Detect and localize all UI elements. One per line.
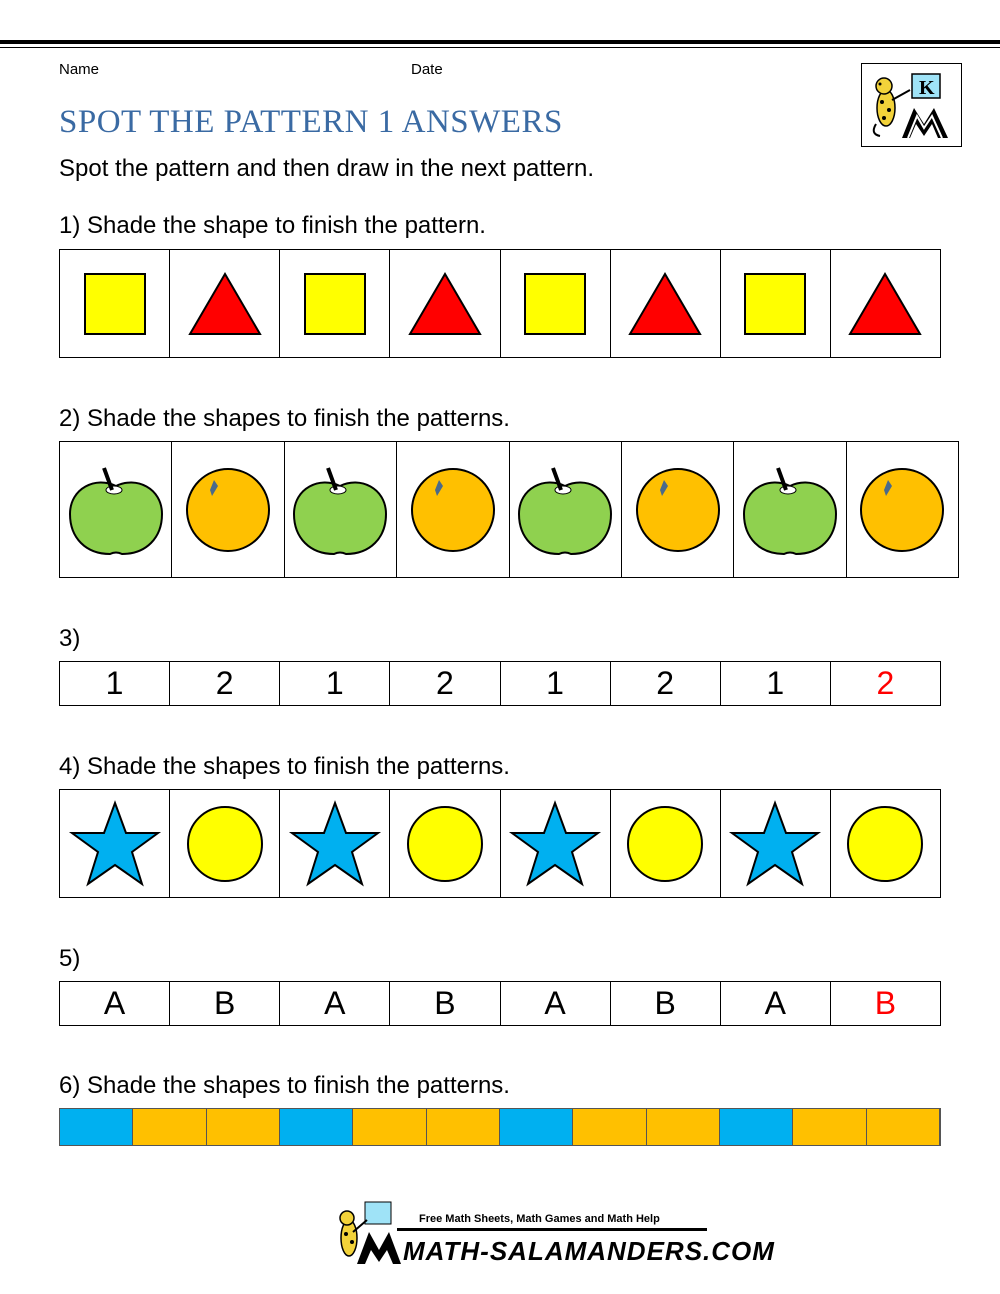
pattern-cell[interactable]: [60, 442, 172, 577]
letter-cell[interactable]: B: [170, 982, 280, 1025]
orange-icon: [858, 466, 946, 554]
orange-icon: [184, 466, 272, 554]
pattern-cell[interactable]: [721, 790, 831, 897]
color-cell-orange[interactable]: [793, 1109, 866, 1145]
color-cell-blue[interactable]: [500, 1109, 573, 1145]
number-cell[interactable]: 1: [721, 662, 831, 705]
pattern-cell[interactable]: [501, 250, 611, 357]
question-2-label: 2) Shade the shapes to finish the patterns.: [59, 405, 510, 432]
orange-icon: [634, 466, 722, 554]
color-cell-blue[interactable]: [280, 1109, 353, 1145]
number-cell[interactable]: 1: [501, 662, 611, 705]
color-cell-orange[interactable]: [867, 1109, 940, 1145]
color-cell-orange[interactable]: [207, 1109, 280, 1145]
question-6-label: 6) Shade the shapes to finish the patterns.: [59, 1072, 510, 1099]
salamander-logo: [861, 63, 962, 147]
color-cell-orange[interactable]: [133, 1109, 206, 1145]
question-3-row: [59, 661, 941, 706]
question-4-row: [59, 789, 941, 898]
number-cell-answer[interactable]: 2: [876, 665, 895, 701]
logo-letter: K: [919, 77, 935, 99]
green-apple-icon: [515, 462, 615, 558]
pattern-cell[interactable]: [721, 250, 831, 357]
green-apple-icon: [290, 462, 390, 558]
pattern-cell[interactable]: [611, 790, 721, 897]
letter-cell[interactable]: A: [501, 982, 611, 1025]
footer-logo[interactable]: [327, 1198, 775, 1270]
yellow-square-icon: [303, 272, 367, 336]
pattern-cell[interactable]: [734, 442, 846, 577]
color-cell-orange[interactable]: [573, 1109, 646, 1145]
page-title: SPOT THE PATTERN 1 ANSWERS: [59, 104, 563, 140]
yellow-circle-icon: [405, 804, 485, 884]
pattern-cell[interactable]: [510, 442, 622, 577]
yellow-circle-icon: [625, 804, 705, 884]
question-3-label: 3): [59, 625, 81, 652]
pattern-cell[interactable]: [60, 250, 170, 357]
orange-icon: [409, 466, 497, 554]
footer-site: MATH-SALAMANDERS.COM: [403, 1236, 775, 1266]
pattern-cell[interactable]: [501, 790, 611, 897]
letter-cell[interactable]: A: [280, 982, 390, 1025]
green-apple-icon: [740, 462, 840, 558]
color-cell-blue[interactable]: [720, 1109, 793, 1145]
pattern-cell[interactable]: [285, 442, 397, 577]
pattern-cell[interactable]: [622, 442, 734, 577]
question-1-label: 1) Shade the shape to finish the pattern.: [59, 212, 486, 239]
date-label: Date: [411, 61, 443, 78]
yellow-square-icon: [83, 272, 147, 336]
pattern-cell-answer[interactable]: [831, 790, 940, 897]
red-triangle-icon: [187, 271, 263, 337]
top-rule-thin: [0, 47, 1000, 48]
pattern-cell[interactable]: [390, 790, 500, 897]
blue-star-icon: [69, 800, 161, 888]
blue-star-icon: [509, 800, 601, 888]
yellow-circle-icon: [845, 804, 925, 884]
red-triangle-icon: [407, 271, 483, 337]
pattern-cell[interactable]: [170, 790, 280, 897]
pattern-cell[interactable]: [397, 442, 509, 577]
letter-cell[interactable]: B: [390, 982, 500, 1025]
pattern-cell[interactable]: [280, 250, 390, 357]
pattern-cell-answer[interactable]: [847, 442, 958, 577]
yellow-circle-icon: [185, 804, 265, 884]
letter-cell[interactable]: B: [611, 982, 721, 1025]
color-cell-blue[interactable]: [60, 1109, 133, 1145]
question-6-strip: [59, 1108, 941, 1146]
letter-cell[interactable]: A: [721, 982, 831, 1025]
color-cell-orange[interactable]: [427, 1109, 500, 1145]
top-rule-thick: [0, 40, 1000, 44]
blue-star-icon: [289, 800, 381, 888]
red-triangle-icon: [847, 271, 923, 337]
number-cell[interactable]: 2: [611, 662, 721, 705]
letter-cell-answer[interactable]: B: [874, 985, 897, 1021]
pattern-cell[interactable]: [170, 250, 280, 357]
green-apple-icon: [66, 462, 166, 558]
number-cell[interactable]: 2: [390, 662, 500, 705]
red-triangle-icon: [627, 271, 703, 337]
question-5-row: [59, 981, 941, 1026]
instruction-text: Spot the pattern and then draw in the next pattern.: [59, 155, 595, 182]
number-cell[interactable]: 2: [170, 662, 280, 705]
pattern-cell[interactable]: [390, 250, 500, 357]
letter-cell[interactable]: A: [60, 982, 170, 1025]
number-cell[interactable]: 1: [60, 662, 170, 705]
pattern-cell[interactable]: [172, 442, 284, 577]
pattern-cell[interactable]: [60, 790, 170, 897]
color-cell-orange[interactable]: [353, 1109, 426, 1145]
pattern-cell-answer[interactable]: [831, 250, 940, 357]
number-cell[interactable]: 1: [280, 662, 390, 705]
yellow-square-icon: [743, 272, 807, 336]
question-5-label: 5): [59, 945, 81, 972]
color-cell-orange[interactable]: [647, 1109, 720, 1145]
question-4-label: 4) Shade the shapes to finish the patterns.: [59, 753, 510, 780]
pattern-cell[interactable]: [611, 250, 721, 357]
question-2-row: [59, 441, 959, 578]
footer-tagline: Free Math Sheets, Math Games and Math Help: [419, 1213, 660, 1225]
name-label: Name: [59, 61, 100, 78]
blue-star-icon: [729, 800, 821, 888]
pattern-cell[interactable]: [280, 790, 390, 897]
question-1-row: [59, 249, 941, 358]
yellow-square-icon: [523, 272, 587, 336]
